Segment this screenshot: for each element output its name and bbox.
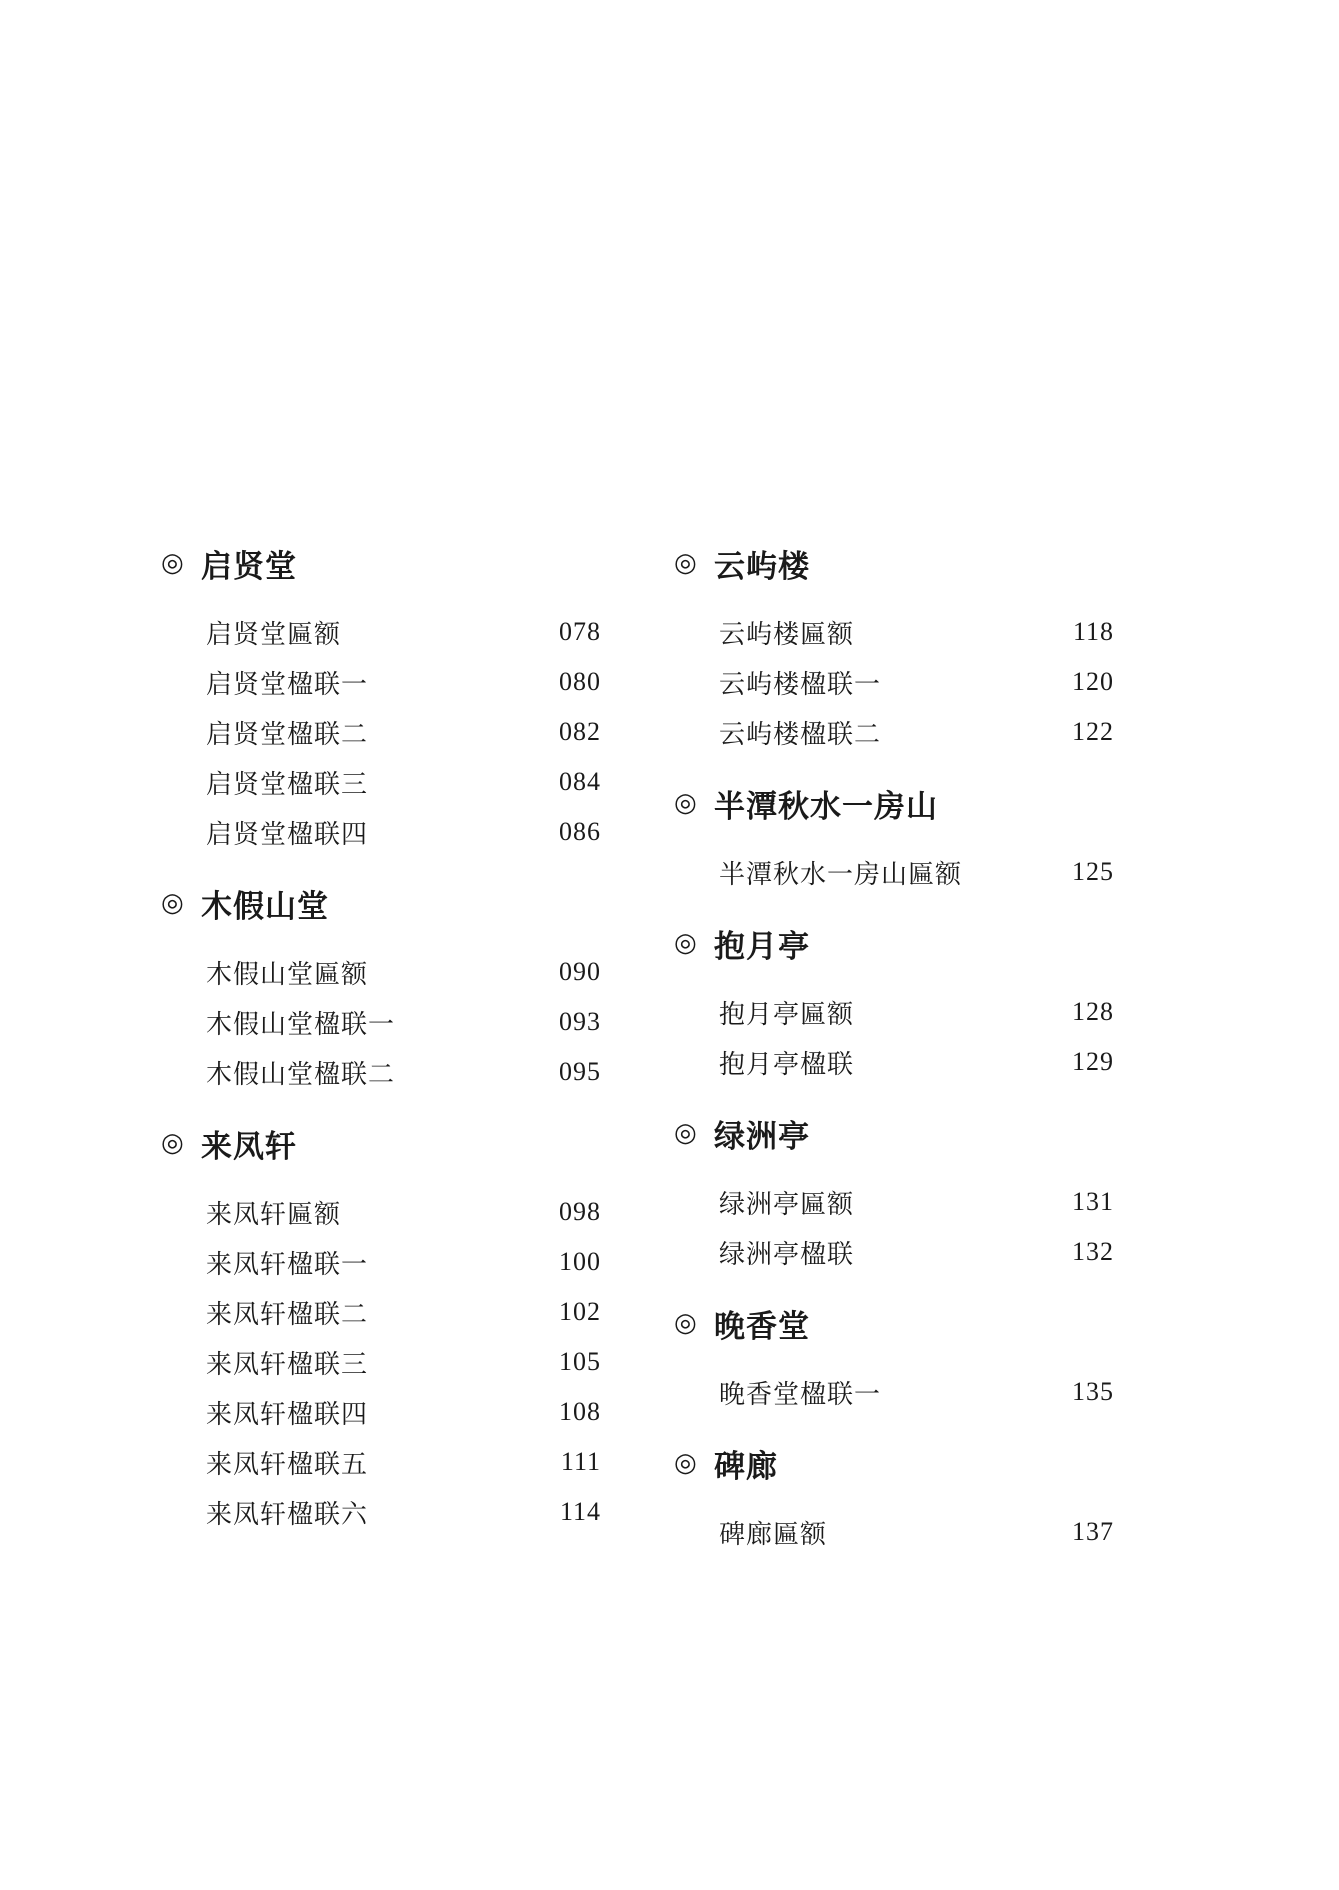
toc-entry-label: 云屿楼匾额 xyxy=(719,619,855,650)
toc-entry-list xyxy=(161,607,601,857)
toc-entry-label: 晚香堂楹联一 xyxy=(719,1379,882,1410)
toc-entry[interactable] xyxy=(674,657,1114,707)
toc-entry-list xyxy=(674,607,1114,757)
toc-entry-page-number: 095 xyxy=(559,1057,601,1086)
toc-entry-page-number: 132 xyxy=(1072,1237,1114,1266)
section-marker-icon: ◎ xyxy=(674,1308,698,1338)
toc-entry-page-number: 129 xyxy=(1072,1047,1114,1076)
toc-entry-page-number: 122 xyxy=(1072,717,1114,746)
toc-entry-page-number: 128 xyxy=(1072,997,1114,1026)
toc-entry[interactable] xyxy=(161,1237,601,1287)
section-marker-icon: ◎ xyxy=(674,1118,698,1148)
section-heading xyxy=(674,1108,1114,1158)
toc-entry-label: 云屿楼楹联二 xyxy=(719,719,882,750)
toc-section xyxy=(674,1438,1114,1557)
section-heading xyxy=(674,538,1114,588)
toc-entry-page-number: 102 xyxy=(559,1297,601,1326)
toc-entry-page-number: 078 xyxy=(559,617,601,646)
section-title: 半潭秋水一房山 xyxy=(714,788,938,825)
toc-entry[interactable] xyxy=(161,1337,601,1387)
toc-entry-label: 木假山堂楹联二 xyxy=(206,1059,396,1090)
section-heading xyxy=(674,1298,1114,1348)
toc-entry-page-number: 111 xyxy=(560,1447,601,1476)
toc-entry-page-number: 137 xyxy=(1072,1517,1114,1546)
toc-entry-page-number: 086 xyxy=(559,817,601,846)
toc-entry-page-number: 125 xyxy=(1072,857,1114,886)
toc-entry[interactable] xyxy=(161,807,601,857)
toc-entry-list xyxy=(161,947,601,1097)
toc-entry-list xyxy=(674,987,1114,1087)
toc-entry[interactable] xyxy=(161,1187,601,1237)
toc-entry-page-number: 108 xyxy=(559,1397,601,1426)
toc-entry-label: 来凤轩楹联五 xyxy=(206,1449,369,1480)
toc-entry[interactable] xyxy=(161,1437,601,1487)
section-marker-icon: ◎ xyxy=(674,928,698,958)
section-heading xyxy=(674,1438,1114,1488)
toc-entry-label: 碑廊匾额 xyxy=(719,1519,828,1550)
toc-entry-page-number: 135 xyxy=(1072,1377,1114,1406)
toc-section xyxy=(674,1298,1114,1417)
toc-entry-page-number: 080 xyxy=(559,667,601,696)
toc-section xyxy=(161,878,601,1097)
toc-entry-label: 来凤轩楹联二 xyxy=(206,1299,369,1330)
section-marker-icon: ◎ xyxy=(161,888,185,918)
toc-entry[interactable] xyxy=(674,1367,1114,1417)
toc-entry-page-number: 120 xyxy=(1072,667,1114,696)
toc-entry[interactable] xyxy=(674,607,1114,657)
toc-section xyxy=(674,918,1114,1087)
section-marker-icon: ◎ xyxy=(674,548,698,578)
toc-entry[interactable] xyxy=(674,1037,1114,1087)
section-heading xyxy=(674,778,1114,828)
section-marker-icon: ◎ xyxy=(161,1128,185,1158)
toc-entry[interactable] xyxy=(674,1507,1114,1557)
toc-entry-label: 启贤堂楹联四 xyxy=(206,819,369,850)
toc-entry-label: 来凤轩楹联四 xyxy=(206,1399,369,1430)
toc-entry[interactable] xyxy=(161,1387,601,1437)
toc-entry-list xyxy=(674,1507,1114,1557)
toc-entry[interactable] xyxy=(161,1047,601,1097)
section-marker-icon: ◎ xyxy=(674,788,698,818)
section-marker-icon: ◎ xyxy=(674,1448,698,1478)
toc-entry[interactable] xyxy=(674,847,1114,897)
section-title: 木假山堂 xyxy=(201,888,329,925)
toc-column-right xyxy=(674,538,1114,1578)
toc-entry-page-number: 082 xyxy=(559,717,601,746)
toc-entry[interactable] xyxy=(161,1487,601,1537)
toc-entry-label: 来凤轩楹联一 xyxy=(206,1249,369,1280)
toc-section xyxy=(161,538,601,857)
toc-entry-page-number: 093 xyxy=(559,1007,601,1036)
toc-entry-list xyxy=(674,847,1114,897)
section-title: 绿洲亭 xyxy=(714,1118,810,1155)
toc-entry[interactable] xyxy=(161,757,601,807)
toc-entry-label: 启贤堂楹联一 xyxy=(206,669,369,700)
toc-entry-list xyxy=(674,1367,1114,1417)
toc-column-left xyxy=(161,538,601,1558)
toc-entry[interactable] xyxy=(161,657,601,707)
toc-entry-label: 启贤堂楹联三 xyxy=(206,769,369,800)
toc-entry-label: 来凤轩楹联六 xyxy=(206,1499,369,1530)
toc-entry-label: 启贤堂楹联二 xyxy=(206,719,369,750)
section-heading xyxy=(674,918,1114,968)
toc-entry[interactable] xyxy=(674,707,1114,757)
toc-entry-label: 启贤堂匾额 xyxy=(206,619,342,650)
toc-entry-label: 抱月亭楹联 xyxy=(719,1049,855,1080)
section-heading xyxy=(161,878,601,928)
section-heading xyxy=(161,1118,601,1168)
toc-entry-label: 半潭秋水一房山匾额 xyxy=(719,859,963,890)
toc-entry-list xyxy=(161,1187,601,1537)
section-title: 碑廊 xyxy=(714,1448,778,1485)
toc-entry-label: 绿洲亭楹联 xyxy=(719,1239,855,1270)
toc-entry[interactable] xyxy=(674,1177,1114,1227)
toc-entry[interactable] xyxy=(161,997,601,1047)
section-heading xyxy=(161,538,601,588)
section-title: 来凤轩 xyxy=(201,1128,297,1165)
section-marker-icon: ◎ xyxy=(161,548,185,578)
toc-entry-label: 云屿楼楹联一 xyxy=(719,669,882,700)
section-title: 云屿楼 xyxy=(714,548,810,585)
toc-entry[interactable] xyxy=(161,707,601,757)
toc-entry[interactable] xyxy=(674,987,1114,1037)
toc-entry-page-number: 084 xyxy=(559,767,601,796)
toc-entry-label: 绿洲亭匾额 xyxy=(719,1189,855,1220)
toc-entry-page-number: 114 xyxy=(559,1497,601,1526)
toc-section xyxy=(674,778,1114,897)
section-title: 启贤堂 xyxy=(201,548,297,585)
toc-entry[interactable] xyxy=(161,1287,601,1337)
toc-entry-page-number: 090 xyxy=(559,957,601,986)
toc-entry-page-number: 100 xyxy=(559,1247,601,1276)
toc-entry[interactable] xyxy=(161,947,601,997)
toc-entry-page-number: 098 xyxy=(559,1197,601,1226)
toc-entry-label: 木假山堂楹联一 xyxy=(206,1009,396,1040)
toc-section xyxy=(674,1108,1114,1277)
toc-entry-label: 来凤轩匾额 xyxy=(206,1199,342,1230)
toc-entry-page-number: 131 xyxy=(1072,1187,1114,1216)
toc-section xyxy=(674,538,1114,757)
section-title: 抱月亭 xyxy=(714,928,810,965)
toc-entry-label: 来凤轩楹联三 xyxy=(206,1349,369,1380)
toc-entry[interactable] xyxy=(674,1227,1114,1277)
section-title: 晚香堂 xyxy=(714,1308,810,1345)
toc-entry-label: 抱月亭匾额 xyxy=(719,999,855,1030)
toc-section xyxy=(161,1118,601,1537)
toc-entry[interactable] xyxy=(161,607,601,657)
toc-entry-list xyxy=(674,1177,1114,1277)
toc-entry-page-number: 105 xyxy=(559,1347,601,1376)
toc-entry-page-number: 118 xyxy=(1072,617,1114,646)
toc-entry-label: 木假山堂匾额 xyxy=(206,959,369,990)
